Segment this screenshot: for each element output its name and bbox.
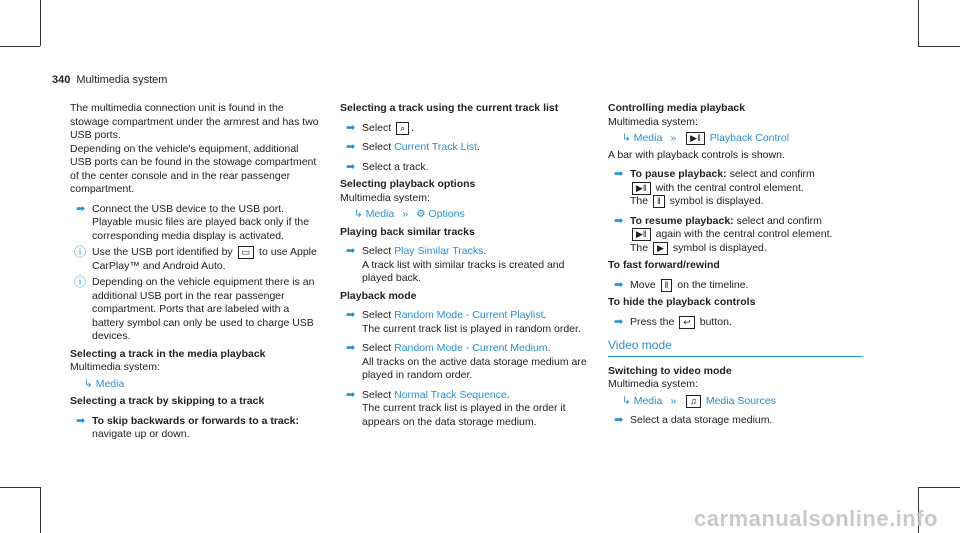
heading-similar-tracks: Playing back similar tracks	[340, 225, 475, 238]
nav-path: ↳ Media » ♫ Media Sources	[622, 394, 776, 407]
play-pause-icon: ▶‖	[632, 228, 651, 241]
info-icon: ⓘ	[74, 275, 87, 289]
multimedia-system-label: Multimedia system:	[608, 378, 698, 390]
intro-text: The multimedia connection unit is found in the stowage compartment under the armrest and has two USB ports.	[70, 102, 319, 141]
nav-path: ↳ Media » ▶‖ Playback Control	[622, 132, 790, 144]
step-arrow-icon: ➡	[614, 278, 624, 291]
section-video-mode: Video mode	[608, 339, 863, 357]
column-1	[70, 102, 320, 442]
multimedia-system-label: Multimedia system:	[608, 115, 698, 128]
crop-mark	[0, 487, 40, 488]
step-arrow-icon: ➡	[346, 141, 356, 153]
heading-skip-track: Selecting a track by skipping to a track	[70, 395, 265, 407]
step-arrow-icon: ➡	[346, 342, 356, 354]
step-play-similar: ➡ Select Play Similar Tracks. A track list with similar tracks is created and played back.	[346, 245, 565, 284]
multimedia-system-label: Multimedia system:	[340, 191, 430, 204]
step-arrow-icon: ➡	[614, 414, 624, 426]
nav-media-link[interactable]: Media	[95, 377, 125, 390]
pause-icon: ‖	[661, 279, 673, 292]
nav-path: ↳ Media » ⚙ Options	[354, 208, 465, 220]
page-number: 340	[52, 74, 71, 86]
current-track-list-link[interactable]: Current Track List	[394, 141, 477, 153]
heading-fast-forward: To fast forward/rewind	[608, 259, 720, 271]
step-select-search: ➡ Select ⌕ .	[346, 121, 415, 134]
intro-text-2: Depending on the vehicle's equipment, additional USB ports can be found in the stowage compartment of the center console and in the rear passenger compartment.	[70, 142, 317, 195]
step-select-medium: ➡ Select a data storage medium.	[614, 414, 773, 426]
crop-mark	[40, 0, 41, 46]
play-pause-icon: ▶‖	[686, 132, 705, 145]
step-pause: ➡ To pause playback: select and confirm ▶‖ with the central control element. The ‖ symbol is displayed.	[614, 168, 815, 207]
crop-mark	[918, 487, 960, 488]
search-icon: ⌕	[396, 122, 409, 135]
crop-mark	[0, 46, 40, 47]
heading-track-list: Selecting a track using the current track list	[340, 102, 559, 114]
step-arrow-icon: ➡	[614, 214, 624, 227]
options-icon: ⚙	[416, 208, 426, 220]
step-arrow-icon: ➡	[76, 414, 86, 427]
usb-port-icon: ▭	[238, 246, 255, 259]
page-header	[52, 74, 167, 88]
step-arrow-icon: ➡	[614, 315, 624, 328]
note-usb-port: ⓘ Use the USB port identified by ▭ to use Apple CarPlay™ and Android Auto.	[74, 245, 317, 272]
step-arrow-icon: ➡	[346, 388, 356, 401]
step-move: ➡ Move ‖ on the timeline.	[614, 278, 749, 291]
step-arrow-icon: ➡	[614, 168, 624, 180]
step-random-playlist: ➡ Select Random Mode - Current Playlist. The current track list is played in random order.	[346, 309, 581, 335]
watermark: carmanualsonline.info	[694, 505, 938, 531]
heading-select-track-media: Selecting a track in the media playback	[70, 347, 266, 360]
step-arrow-icon: ➡	[346, 309, 356, 321]
crop-mark	[40, 487, 41, 533]
step-normal-sequence: ➡ Select Normal Track Sequence. The current track list is played in the order it appears on the data storage medium.	[346, 388, 566, 428]
heading-playback-mode: Playback mode	[340, 289, 417, 302]
play-icon: ▶	[653, 242, 668, 255]
column-3	[608, 102, 858, 428]
step-select-track: ➡ Select a track.	[346, 160, 429, 173]
step-arrow-icon: ➡	[76, 202, 86, 215]
heading-hide-controls: To hide the playback controls	[608, 296, 756, 308]
back-icon: ↩	[679, 316, 695, 329]
step-arrow-icon: ➡	[346, 121, 356, 134]
info-icon: ⓘ	[74, 245, 87, 259]
crop-mark	[918, 46, 960, 47]
step-connect-usb: ➡ Connect the USB device to the USB port. Playable music files are played back only if the corresponding media display is activated.	[76, 202, 310, 242]
media-sources-icon: ♫	[686, 395, 701, 408]
note-rear-usb: ⓘ Depending on the vehicle equipment there is an additional USB port in the rear passenger compartment. Ports that are labeled with a battery symbol can only be used to charge USB devices.	[74, 275, 315, 342]
step-arrow-icon: ➡	[346, 160, 356, 173]
step-current-track-list: ➡ Select Current Track List.	[346, 141, 480, 153]
step-press-back: ➡ Press the ↩ button.	[614, 315, 732, 328]
bar-text: A bar with playback controls is shown.	[608, 148, 785, 161]
step-resume: ➡ To resume playback: select and confirm ▶‖ again with the central control element. The ▶ symbol is displayed.	[614, 214, 833, 254]
heading-playback-options: Selecting playback options	[340, 178, 476, 190]
step-skip: ➡ To skip backwards or forwards to a track: navigate up or down.	[76, 414, 299, 440]
multimedia-system-label: Multimedia system:	[70, 361, 160, 373]
step-random-medium: ➡ Select Random Mode - Current Medium. All tracks on the active data storage medium are played in random order.	[346, 342, 587, 381]
crop-mark	[918, 0, 919, 46]
pause-icon: ‖	[653, 195, 665, 208]
column-2	[340, 102, 590, 429]
heading-switch-video: Switching to video mode	[608, 364, 732, 377]
play-pause-icon: ▶‖	[632, 182, 651, 195]
nav-path: ↳ Media	[84, 377, 125, 390]
heading-controlling-playback: Controlling media playback	[608, 102, 746, 114]
step-arrow-icon: ➡	[346, 245, 356, 257]
page-title: Multimedia system	[76, 74, 168, 86]
